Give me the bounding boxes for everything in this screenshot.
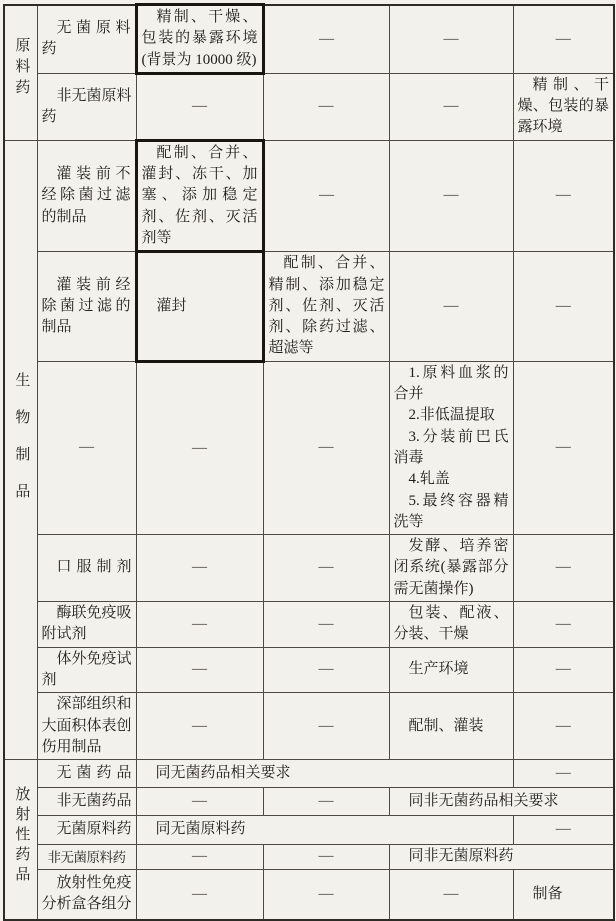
table-row <box>4 5 614 74</box>
section-label-biological-products <box>4 140 37 759</box>
row-label-nonsterile-api-radio: 非无菌原料药 <box>37 845 136 870</box>
cell-text: 生产环境 <box>389 647 513 693</box>
cell-dash: — <box>136 845 263 870</box>
cell-dash: — <box>136 602 263 648</box>
cell-dash: — <box>389 73 513 140</box>
cell-dash: — <box>263 535 389 602</box>
cell-numbered-list <box>389 361 513 534</box>
cell-dash: — <box>513 361 614 534</box>
table-row <box>4 73 614 140</box>
cell-dash: — <box>513 760 614 788</box>
cell-dash: — <box>263 5 389 74</box>
cell-highlighted: 配制、合并、灌封、冻干、加塞、添加稳定剂、佐剂、灭活剂等 <box>136 140 263 251</box>
row-label-nonsterile-api: 非无菌原料药 <box>37 73 136 140</box>
row-label-sterile-api: 无菌原料药 <box>37 5 136 74</box>
cell-text: 配制、合并、精制、添加稳定剂、佐剂、灭活剂、除药过滤、超滤等 <box>263 252 389 361</box>
cell-dash: — <box>263 73 389 140</box>
row-label-dash: — <box>37 361 136 534</box>
cell-dash: — <box>263 140 389 251</box>
cell-text: 发酵、培养密闭系统(暴露部分需无菌操作) <box>389 535 513 602</box>
cell-dash: — <box>136 647 263 693</box>
section-label-text: 生物制品 <box>13 372 30 521</box>
cell-dash: — <box>263 845 389 870</box>
cell-merged-text: 同非无菌原料药 <box>389 845 614 870</box>
cell-dash: — <box>513 602 614 648</box>
table-row <box>4 140 614 251</box>
cell-dash: — <box>263 693 389 760</box>
row-label-nonsterile-drugs: 非无菌药品 <box>37 788 136 816</box>
cell-dash: — <box>513 693 614 760</box>
cell-dash: — <box>513 140 614 251</box>
list-item: 5.最终容器精洗等 <box>393 492 509 530</box>
cell-dash: — <box>136 870 263 920</box>
list-item: 4.轧盖 <box>408 471 450 488</box>
cell-dash: — <box>513 647 614 693</box>
cell-merged-text: 同无菌药品相关要求 <box>136 760 513 788</box>
list-item: 1.原料血浆的合并 <box>393 364 509 403</box>
cell-dash: — <box>263 870 389 920</box>
list-item: 2.非低温提取 <box>408 407 495 424</box>
cell-dash: — <box>263 788 389 816</box>
row-label-elisa-reagents: 酶联免疫吸附试剂 <box>37 602 136 648</box>
row-label-radioimmunoassay-kit-components: 放射性免疫分析盒各组分 <box>37 870 136 920</box>
section-label-radioactive-drugs <box>4 760 37 920</box>
cell-highlighted: 灌封 <box>136 252 263 361</box>
table-row <box>4 760 614 788</box>
cell-text: 精制、干燥、包装的暴露环境 <box>513 73 614 140</box>
cell-dash: — <box>263 647 389 693</box>
cleanroom-requirements-table <box>3 3 615 921</box>
row-label-sterile-drugs: 无菌药品 <box>37 760 136 788</box>
table-row <box>4 252 614 361</box>
table-row <box>4 361 614 534</box>
cell-text: 制备 <box>513 870 614 920</box>
cell-dash: — <box>513 535 614 602</box>
row-label-filtered-before-filling: 灌装前经除菌过滤的制品 <box>37 252 136 361</box>
section-label-raw-material-drug <box>4 5 37 141</box>
table-row <box>4 845 614 870</box>
table-row <box>4 602 614 648</box>
cell-dash: — <box>389 5 513 74</box>
table-row <box>4 693 614 760</box>
table-row <box>4 788 614 816</box>
row-label-unfiltered-before-filling: 灌装前不经除菌过滤的制品 <box>37 140 136 251</box>
cell-dash: — <box>136 535 263 602</box>
cell-dash: — <box>389 870 513 920</box>
table-row <box>4 870 614 920</box>
cell-dash: — <box>263 602 389 648</box>
cell-dash: — <box>263 361 389 534</box>
cell-dash: — <box>513 252 614 361</box>
list-item: 3.分装前巴氏消毒 <box>393 428 509 466</box>
row-label-invitro-immune-reagents: 体外免疫试剂 <box>37 647 136 693</box>
row-label-deep-tissue-wound-products: 深部组织和大面积体表创伤用制品 <box>37 693 136 760</box>
cell-dash: — <box>513 5 614 74</box>
cell-highlighted: 精制、干燥、包装的暴露环境(背景为 10000 级) <box>136 5 263 74</box>
row-label-sterile-api-radio: 无菌原料药 <box>37 816 136 845</box>
cell-dash: — <box>389 140 513 251</box>
cell-dash: — <box>136 73 263 140</box>
table-row <box>4 535 614 602</box>
cell-text: 包装、配液、分装、干燥 <box>389 602 513 648</box>
cell-dash: — <box>136 693 263 760</box>
cell-dash: — <box>136 788 263 816</box>
cell-text: 配制、灌装 <box>389 693 513 760</box>
table-row <box>4 816 614 845</box>
table-row <box>4 647 614 693</box>
cell-merged-text: 同无菌原料药 <box>136 816 513 845</box>
cell-dash: — <box>513 816 614 845</box>
cell-dash: — <box>389 252 513 361</box>
section-label-text: 原料药 <box>13 37 30 101</box>
cell-dash: — <box>136 361 263 534</box>
row-label-oral-preparations: 口服制剂 <box>37 535 136 602</box>
cell-merged-text: 同非无菌药品相关要求 <box>389 788 614 816</box>
section-label-text: 放射性药品 <box>13 785 30 886</box>
